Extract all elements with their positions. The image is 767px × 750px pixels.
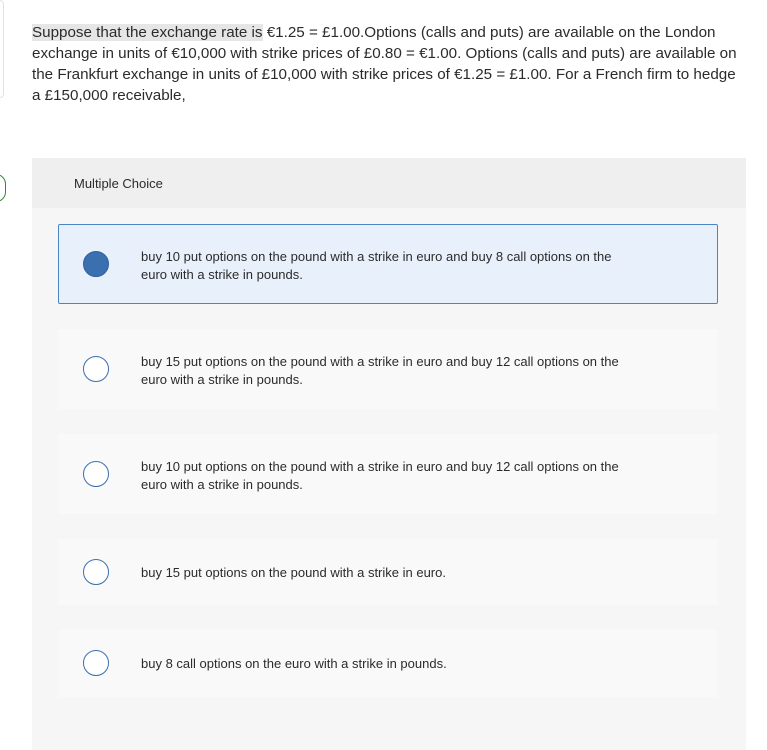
- option-3[interactable]: [58, 434, 718, 514]
- option-4[interactable]: [58, 539, 718, 605]
- radio-button[interactable]: [83, 650, 109, 676]
- radio-button[interactable]: [83, 559, 109, 585]
- option-label: buy 10 put options on the pound with a strike in euro and buy 8 call options on the euro with a strike in pounds.: [141, 249, 612, 282]
- option-label: buy 10 put options on the pound with a strike in euro and buy 12 call options on the euro with a strike in pounds.: [141, 459, 619, 492]
- question-highlight: Suppose that the exchange rate is: [32, 24, 263, 41]
- question-status-badge: [0, 174, 6, 202]
- option-label: buy 15 put options on the pound with a strike in euro.: [141, 565, 446, 580]
- option-2[interactable]: [58, 329, 718, 409]
- option-1[interactable]: [58, 224, 718, 304]
- question-text: [32, 22, 744, 106]
- question-body: €1.25 = £1.00.Options (calls and puts) are available on the London exchange in units of €10,000 with strike prices of £0.80 = €1.00. Options (calls and puts) are available on the Frankfurt exchange in units of £10,000 with strike prices of €1.25 = £1.00. For a French firm to hedge a £150,000 receivable,: [32, 24, 737, 104]
- adjacent-panel-edge: [0, 0, 4, 98]
- multiple-choice-header: Multiple Choice: [32, 158, 746, 208]
- multiple-choice-panel: [32, 158, 746, 750]
- radio-button[interactable]: [83, 356, 109, 382]
- option-label: buy 8 call options on the euro with a strike in pounds.: [141, 656, 447, 671]
- radio-button-selected[interactable]: [83, 251, 109, 277]
- option-label: buy 15 put options on the pound with a strike in euro and buy 12 call options on the euro with a strike in pounds.: [141, 354, 619, 387]
- radio-button[interactable]: [83, 461, 109, 487]
- option-5[interactable]: [58, 629, 718, 697]
